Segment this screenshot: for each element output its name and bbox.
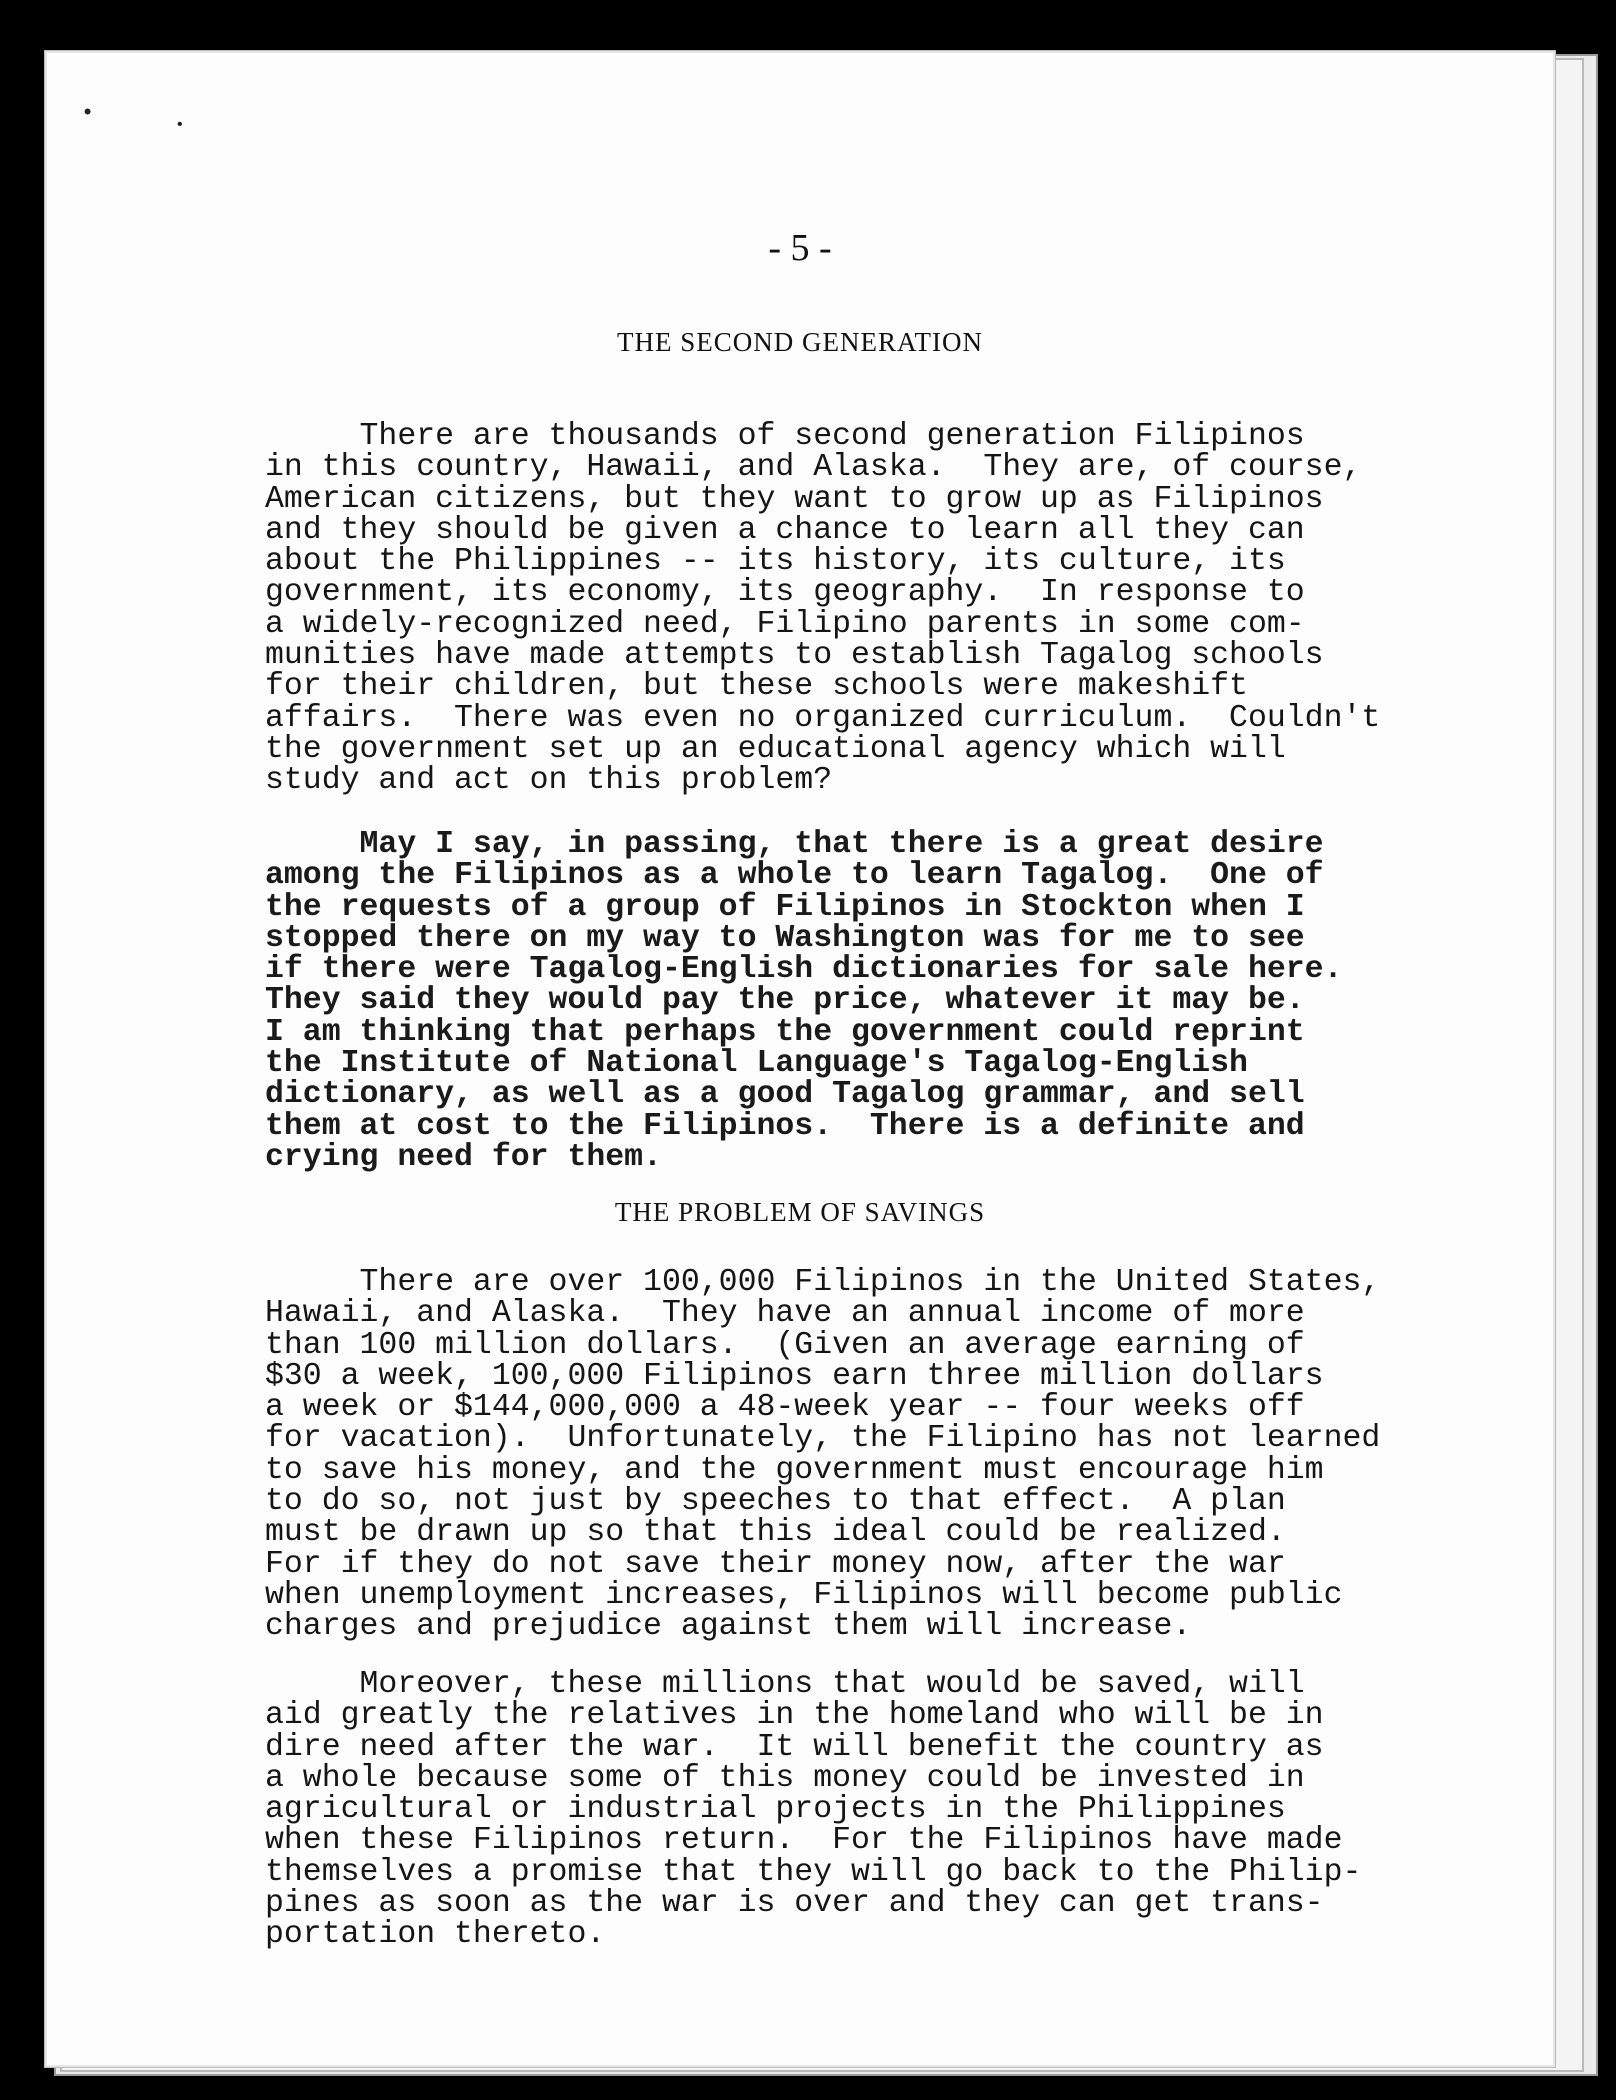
text-line: Moreover, these millions that would be saved, will bbox=[265, 1667, 1305, 1702]
text-line: For if they do not save their money now, after the war bbox=[265, 1546, 1286, 1582]
paragraph bbox=[265, 829, 1545, 1173]
text-line: and they should be given a chance to learn all they can bbox=[265, 512, 1305, 548]
text-line: May I say, in passing, that there is a great desire bbox=[265, 827, 1324, 862]
text-line: the government set up an educational agency which will bbox=[265, 731, 1286, 767]
text-line: Hawaii, and Alaska. They have an annual income of more bbox=[265, 1296, 1305, 1332]
text-line: crying need for them. bbox=[265, 1139, 662, 1175]
text-line: portation thereto. bbox=[265, 1917, 606, 1953]
text-line: munities have made attempts to establish Tagalog schools bbox=[265, 638, 1324, 674]
text-line: government, its economy, its geography. In response to bbox=[265, 575, 1305, 611]
text-line: aid greatly the relatives in the homeland who will be in bbox=[265, 1698, 1324, 1734]
text-line: charges and prejudice against them will increase. bbox=[265, 1609, 1192, 1645]
text-line: pines as soon as the war is over and they can get trans- bbox=[265, 1886, 1324, 1922]
text-line: themselves a promise that they will go back to the Philip- bbox=[265, 1854, 1362, 1890]
text-line: to save his money, and the government must encourage him bbox=[265, 1452, 1324, 1488]
text-line: stopped there on my way to Washington was for me to see bbox=[265, 920, 1305, 956]
text-line: a whole because some of this money could be invested in bbox=[265, 1760, 1305, 1796]
ink-speck: • bbox=[81, 101, 95, 126]
text-line: American citizens, but they want to grow up as Filipinos bbox=[265, 481, 1324, 517]
text-line: when these Filipinos return. For the Filipinos have made bbox=[265, 1823, 1343, 1859]
text-line: when unemployment increases, Filipinos will become public bbox=[265, 1577, 1343, 1613]
text-line: They said they would pay the price, whatever it may be. bbox=[265, 983, 1305, 1019]
paragraph bbox=[265, 421, 1545, 797]
text-line: agricultural or industrial projects in the Philippines bbox=[265, 1792, 1286, 1828]
paragraph bbox=[265, 1669, 1545, 1951]
text-line: in this country, Hawaii, and Alaska. They are, of course, bbox=[265, 450, 1362, 486]
text-line: study and act on this problem? bbox=[265, 763, 833, 799]
text-line: than 100 million dollars. (Given an average earning of bbox=[265, 1327, 1305, 1363]
text-line: There are over 100,000 Filipinos in the United States, bbox=[265, 1265, 1381, 1300]
paragraph bbox=[265, 1267, 1545, 1643]
section-heading: THE PROBLEM OF SAVINGS bbox=[614, 1197, 986, 1227]
page-number: - 5 - bbox=[768, 227, 832, 269]
text-line: for vacation). Unfortunately, the Filipino has not learned bbox=[265, 1421, 1381, 1457]
text-line: the requests of a group of Filipinos in Stockton when I bbox=[265, 889, 1305, 925]
text-line: I am thinking that perhaps the government could reprint bbox=[265, 1014, 1305, 1050]
text-line: a widely-recognized need, Filipino parents in some com- bbox=[265, 606, 1305, 642]
text-line: must be drawn up so that this ideal could be realized. bbox=[265, 1515, 1286, 1551]
text-line: dictionary, as well as a good Tagalog grammar, and sell bbox=[265, 1077, 1305, 1113]
text-line: a week or $144,000,000 a 48-week year -- four weeks off bbox=[265, 1390, 1305, 1426]
text-line: them at cost to the Filipinos. There is a definite and bbox=[265, 1108, 1305, 1144]
text-line: if there were Tagalog-English dictionaries for sale here. bbox=[265, 952, 1343, 988]
section-heading: THE SECOND GENERATION bbox=[617, 327, 983, 357]
text-line: affairs. There was even no organized curriculum. Couldn't bbox=[265, 700, 1381, 736]
text-line: about the Philippines -- its history, its culture, its bbox=[265, 544, 1286, 580]
text-line: for their children, but these schools were makeshift bbox=[265, 669, 1248, 705]
typed-page bbox=[44, 50, 1556, 2068]
text-line: among the Filipinos as a whole to learn Tagalog. One of bbox=[265, 858, 1324, 894]
text-line: to do so, not just by speeches to that effect. A plan bbox=[265, 1484, 1286, 1520]
text-line: $30 a week, 100,000 Filipinos earn three million dollars bbox=[265, 1358, 1324, 1394]
text-line: the Institute of National Language's Tagalog-English bbox=[265, 1046, 1248, 1082]
text-line: dire need after the war. It will benefit the country as bbox=[265, 1729, 1324, 1765]
text-line: There are thousands of second generation Filipinos bbox=[265, 419, 1305, 454]
ink-speck: • bbox=[175, 116, 185, 134]
